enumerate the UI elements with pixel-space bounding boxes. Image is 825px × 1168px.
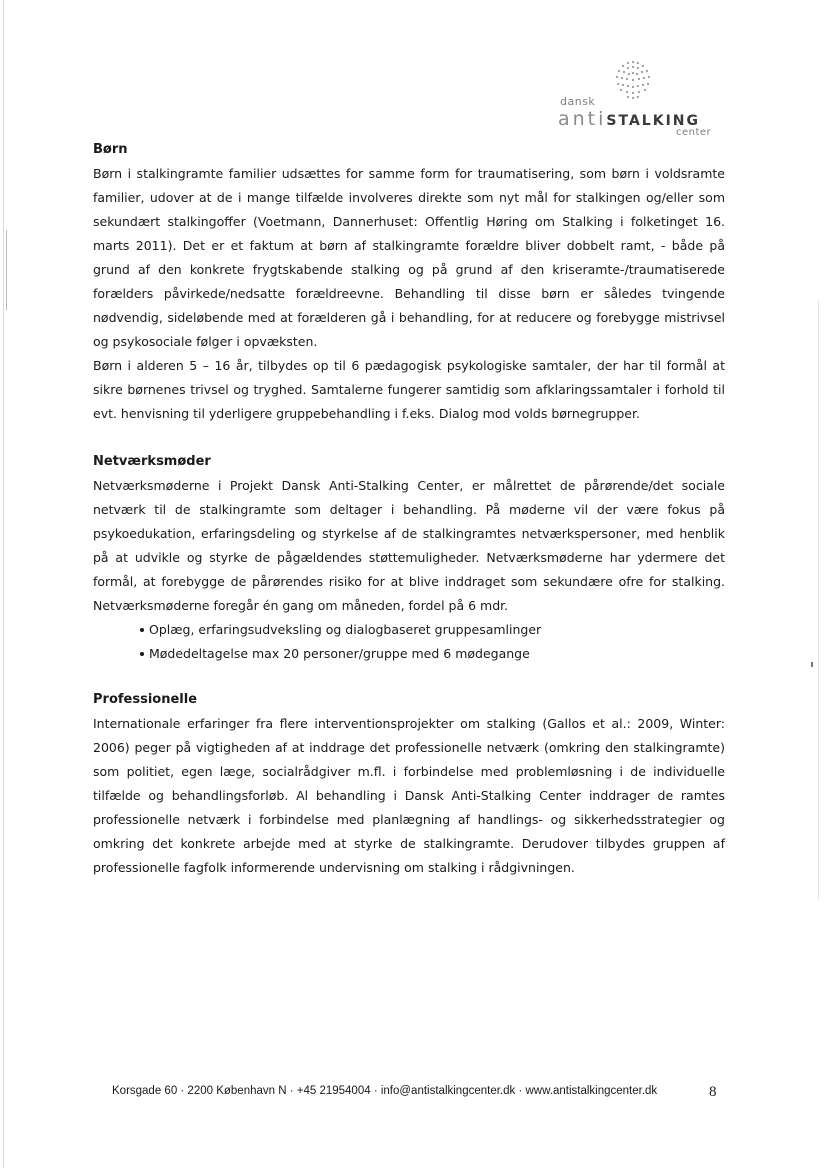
logo-dark-word: STALKING: [606, 113, 700, 129]
paragraph-professionelle: Internationale erfaringer fra flere interventionsprojekter om stalking (Gallos et al.: 2009, Winter: 2006) peger på vigtigheden af at inddrage det professionelle netværk (omkring den stalkingramte) som politiet, egen læge, socialrådgiver m.fl. i forbindelse med problemløsning i de individuelle tilfælde og behandlingsforløb. Al behandling i Dansk Anti-Stalking Center inddrager de ramtes professionelle netværk i forbindelse med planlægning af handlings- og sikkerhedsstrategier og omkring det konkrete arbejde med at styrke de stalkingramte. Derudover tilbydes gruppen af professionelle fagfolk informerende undervisning om stalking i rådgivningen.: [93, 716, 725, 875]
scan-edge-right: [818, 300, 819, 900]
document-body: [93, 138, 725, 880]
logo-light-word: anti: [558, 108, 607, 130]
section-professionelle: [93, 688, 725, 880]
scan-mark-left: [6, 230, 7, 310]
section-heading-born: Børn: [93, 142, 128, 157]
paragraph-netvaerksmoder: Netværksmøderne i Projekt Dansk Anti-Stalking Center, er målrettet de pårørende/det sociale netværk til de stalkingramte som deltager i behandling. På møderne vil der være fokus på psykoedukation, erfaringsdeling og styrkelse af de stalkingramtes netværkspersoner, med henblik på at udvikle og styrke de pågældendes støttemuligheder. Netværksmøderne har ydermere det formål, at forebygge de pårørendes risiko for at blive inddraget som sekundære ofre for stalking. Netværksmøderne foregår én gang om måneden, fordel på 6 mdr.: [93, 478, 725, 613]
bullet-icon: [140, 628, 144, 632]
scan-mark-right: [811, 662, 813, 667]
scan-edge-left: [3, 0, 4, 1168]
section-heading-netvaerksmoder: Netværksmøder: [93, 454, 211, 469]
bullet-icon: [140, 652, 144, 656]
list-item: [93, 642, 725, 666]
list-item-text: Mødedeltagelse max 20 personer/gruppe med 6 mødegange: [149, 646, 530, 661]
section-netvaerksmoder: [93, 450, 725, 666]
logo-bottom-word: center: [676, 127, 712, 138]
list-item: [93, 618, 725, 642]
footer-address: Korsgade 60 · 2200 København N · +45 21954004 · info@antistalkingcenter.dk · www.antistalkingcenter.dk: [112, 1085, 658, 1097]
paragraph-born-2: Børn i alderen 5 – 16 år, tilbydes op til 6 pædagogisk psykologiske samtaler, der har til formål at sikre børnenes trivsel og tryghed. Samtalerne fungerer samtidig som afklaringssamtaler i forhold til evt. henvisning til yderligere gruppebehandling i f.eks. Dialog mod volds børnegrupper.: [93, 358, 725, 421]
logo-top-word: dansk: [560, 95, 596, 108]
paragraph-born-1: Børn i stalkingramte familier udsættes for samme form for traumatisering, som børn i voldsramte familier, udover at de i mange tilfælde involveres direkte som nyt mål for stalkingen og/eller som sekundært stalkingoffer (Voetmann, Dannerhuset: Offentlig Høring om Stalking i folketinget 16. marts 2011). Det er et faktum at børn af stalkingramte forældre bliver dobbelt ramt, - både på grund af den konkrete frygtskabende stalking og på grund af den kriseramte-/traumatiserede forælders påvirkede/nedsatte forældreevne. Behandling til disse børn er således tvingende nødvendig, sideløbende med at forælderen gå i behandling, for at reducere og forebygge mistrivsel og psykosociale følger i opvæksten.: [93, 166, 725, 349]
bullet-list: [93, 618, 725, 666]
list-item-text: Oplæg, erfaringsudveksling og dialogbaseret gruppesamlinger: [149, 622, 542, 637]
section-heading-professionelle: Professionelle: [93, 692, 198, 707]
center-logo: [548, 56, 728, 146]
globe-icon: [608, 56, 658, 102]
page-number: 8: [709, 1084, 717, 1100]
section-born: [93, 138, 725, 426]
